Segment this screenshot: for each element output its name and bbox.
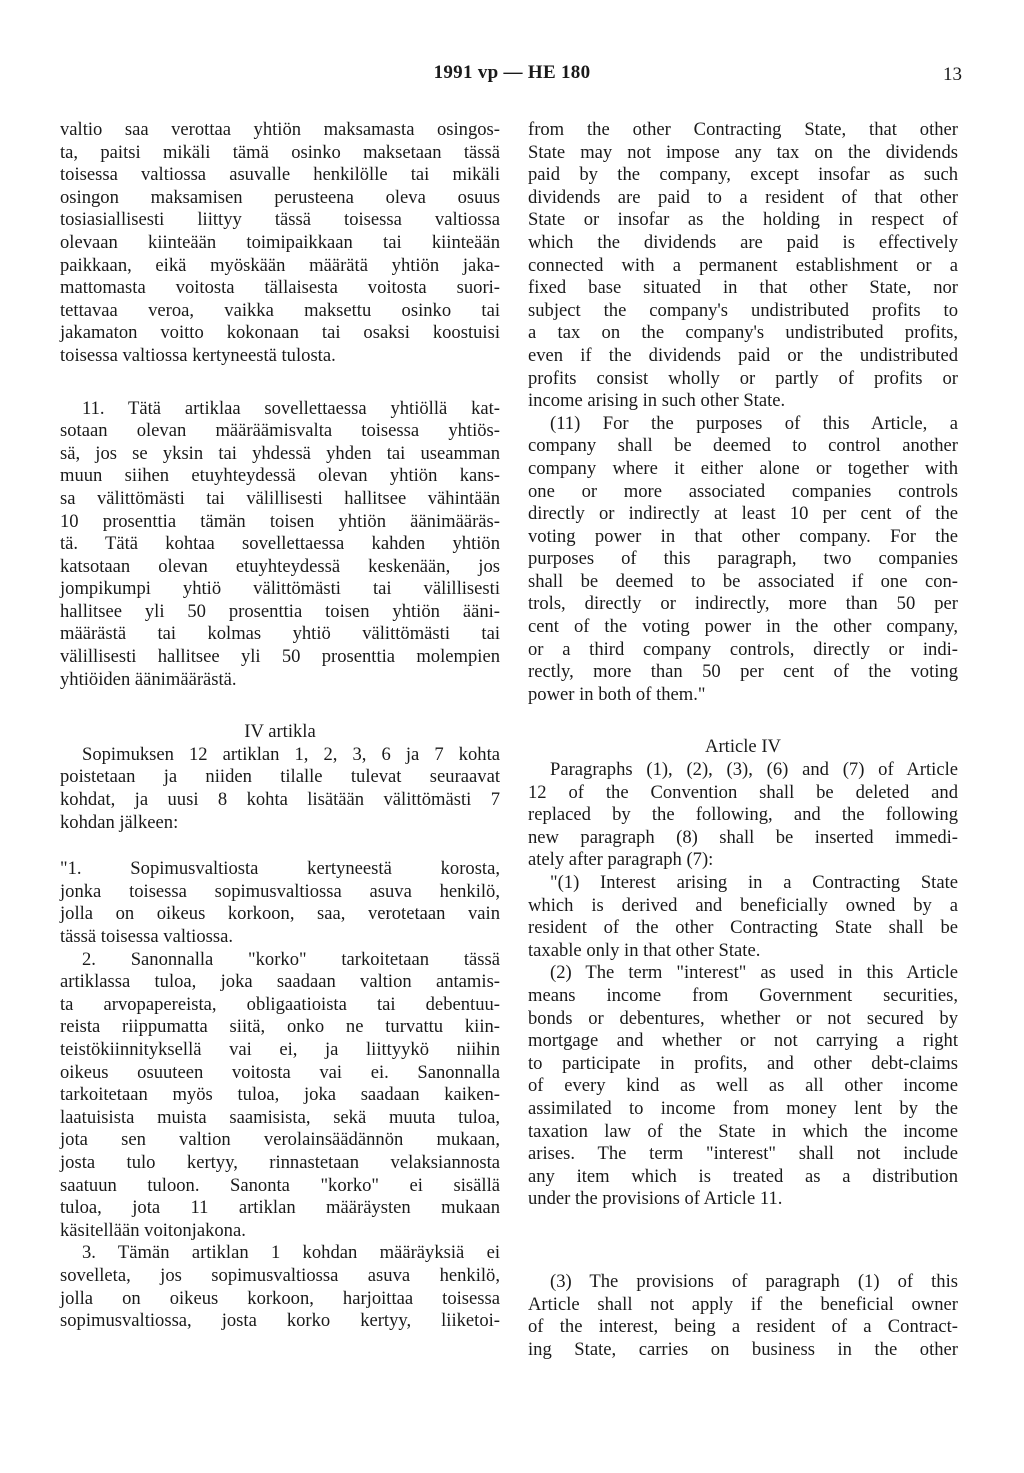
en-text-line: trols, directly or indirectly, more than 50 per — [528, 593, 958, 615]
fi-spacer — [60, 691, 500, 721]
fi-text-line: ta, paitsi mikäli tämä osinko maksetaan tässä — [60, 141, 500, 163]
en-text-line: replaced by the following, and the following — [528, 804, 958, 826]
fi-text-line: Sopimuksen 12 artiklan 1, 2, 3, 6 ja 7 kohta — [82, 743, 500, 765]
en-spacer — [528, 1241, 958, 1271]
fi-text-line: 3. Tämän artiklan 1 kohdan määräyksiä ei — [82, 1242, 500, 1264]
en-text-line: even if the dividends paid or the undistributed — [528, 344, 958, 366]
en-text-line: Article shall not apply if the beneficial owner — [528, 1293, 958, 1315]
en-text-line: one or more associated companies controls — [528, 480, 958, 502]
en-text-line: directly or indirectly at least 10 per cent of the — [528, 503, 958, 525]
fi-text-line: toisessa valtiossa kertyneestä tulosta. — [60, 344, 336, 366]
en-text-line: a tax on the company's undistributed profits, — [528, 322, 958, 344]
fi-text-line: poistetaan ja niiden tilalle tulevat seuraavat — [60, 766, 500, 788]
en-text-line: 12 of the Convention shall be deleted and — [528, 781, 958, 803]
fi-text-line: olevaan kiinteään toimipaikkaan tai kiinteään — [60, 231, 500, 253]
en-text-line: voting power in that other company. For the — [528, 525, 958, 547]
en-text-line: State or insofar as the holding in respect of — [528, 209, 958, 231]
fi-text-line: "1. Sopimusvaltiosta kertyneestä korosta, — [60, 858, 500, 880]
fi-text-line: saatuun tuloon. Sanonta "korko" ei sisällä — [60, 1174, 500, 1196]
fi-text-line: 2. Sanonnalla "korko" tarkoitetaan tässä — [82, 948, 500, 970]
fi-text-line: artiklassa tuloa, joka saadaan valtion antamis- — [60, 971, 500, 993]
fi-text-line: toisessa valtiossa asuvalle henkilölle tai mikäli — [60, 164, 500, 186]
en-text-line: State may not impose any tax on the dividends — [528, 141, 958, 163]
fi-text-line: jompikumpi yhtiö välittömästi tai välillisesti — [60, 578, 500, 600]
fi-text-line: sovelleta, jos sopimusvaltiossa asuva henkilö, — [60, 1264, 500, 1286]
fi-spacer — [60, 368, 500, 398]
fi-text-line: laatuisista muista saamisista, sekä muuta tuloa, — [60, 1106, 500, 1128]
finnish-text-column — [60, 119, 500, 1333]
en-text-line: of the interest, being a resident of a Contract- — [528, 1316, 958, 1338]
en-text-line: new paragraph (8) shall be inserted immedi- — [528, 826, 958, 848]
fi-text-line: tettavaa veroa, vaikka maksettu osinko tai — [60, 299, 500, 321]
fi-text-line: jakamaton voitto kokonaan tai osaksi koostuisi — [60, 322, 500, 344]
fi-text-line: jolla on oikeus korkoon, harjoittaa toisessa — [60, 1287, 500, 1309]
en-text-line: company where it either alone or together with — [528, 457, 958, 479]
fi-text-line: 10 prosenttia tämän toisen yhtiön äänimääräs- — [60, 510, 500, 532]
fi-text-line: määrästä tai kolmas yhtiö välittömästi tai — [60, 623, 500, 645]
fi-text-line: muun siihen etuyhteydessä olevan yhtiön kans- — [60, 465, 500, 487]
fi-text-line: oikeus osuuteen voitosta vai ei. Sanonnalla — [60, 1061, 500, 1083]
en-text-line: ing State, carries on business in the other — [528, 1338, 958, 1360]
fi-text-line: tosiasiallisesti liittyy tässä toisessa valtiossa — [60, 209, 500, 231]
fi-text-line: jonka toisessa sopimusvaltiossa asuva henkilö, — [60, 880, 500, 902]
fi-text-line: teistökiinnityksellä vai ei, ja liittyykö niihin — [60, 1038, 500, 1060]
en-text-line: purposes of this paragraph, two companies — [528, 548, 958, 570]
fi-text-line: jolla on oikeus korkoon, saa, verotetaan vain — [60, 903, 500, 925]
en-text-line: income arising in such other State. — [528, 390, 786, 412]
en-text-line: resident of the other Contracting State shall be — [528, 917, 958, 939]
en-text-line: (3) The provisions of paragraph (1) of this — [550, 1270, 958, 1292]
fi-text-line: ta arvopapereista, obligaatioista tai debentuu- — [60, 993, 500, 1015]
en-text-line: assimilated to income from money lent by the — [528, 1097, 958, 1119]
fi-text-line: katsotaan olevan etuyhteydessä keskenään, jos — [60, 555, 500, 577]
en-text-line: from the other Contracting State, that other — [528, 119, 958, 140]
en-text-line: mortgage and whether or not carrying a right — [528, 1030, 958, 1052]
en-text-line: power in both of them." — [528, 683, 706, 705]
fi-spacer — [60, 834, 500, 858]
en-text-line: rectly, more than 50 per cent of the voting — [528, 661, 958, 683]
en-text-line: cent of the voting power in the other company, — [528, 616, 958, 638]
fi-text-line: tuloa, jota 11 artiklan määräysten mukaan — [60, 1197, 500, 1219]
fi-article-heading: IV artikla — [244, 721, 316, 743]
fi-text-line: yhtiöiden äänimäärästä. — [60, 668, 237, 690]
en-text-line: dividends are paid to a resident of that other — [528, 186, 958, 208]
page-header — [0, 62, 1024, 92]
english-text-column — [528, 119, 958, 1361]
fi-text-line: valtio saa verottaa yhtiön maksamasta osingos- — [60, 119, 500, 140]
fi-text-line: tarkoitetaan myös tuloa, joka saadaan kaiken- — [60, 1084, 500, 1106]
en-text-line: of every kind as well as all other income — [528, 1075, 958, 1097]
en-text-line: taxation law of the State in which the income — [528, 1120, 958, 1142]
en-text-line: ately after paragraph (7): — [528, 849, 714, 871]
fi-text-line: mattomasta voitosta tällaisesta voitosta suori- — [60, 277, 500, 299]
en-text-line: Paragraphs (1), (2), (3), (6) and (7) of Article — [550, 759, 958, 781]
en-text-line: any item which is treated as a distribution — [528, 1165, 958, 1187]
en-text-line: shall be deemed to be associated if one con- — [528, 570, 958, 592]
fi-text-line: sotaan olevan määräämisvalta toisessa yhtiös- — [60, 420, 500, 442]
fi-text-line: osingon maksamisen perusteena oleva osuus — [60, 186, 500, 208]
page-number: 13 — [943, 64, 962, 85]
en-text-line: taxable only in that other State. — [528, 939, 761, 961]
fi-text-line: välillisesti hallitsee yli 50 prosenttia molempien — [60, 646, 500, 668]
en-text-line: (11) For the purposes of this Article, a — [550, 412, 958, 434]
fi-text-line: tä. Tätä kohtaa sovellettaessa kahden yhtiön — [60, 533, 500, 555]
en-text-line: (2) The term "interest" as used in this Article — [550, 962, 958, 984]
en-text-line: means income from Government securities, — [528, 984, 958, 1006]
en-text-line: which the dividends are paid is effectively — [528, 231, 958, 253]
fi-text-line: 11. Tätä artiklaa sovellettaessa yhtiöllä kat- — [82, 397, 500, 419]
fi-text-line: sopimusvaltiossa, josta korko kertyy, liiketoi- — [60, 1310, 500, 1332]
en-text-line: under the provisions of Article 11. — [528, 1188, 783, 1210]
en-text-line: which is derived and beneficially owned by a — [528, 894, 958, 916]
en-text-line: bonds or debentures, whether or not secured by — [528, 1007, 958, 1029]
en-text-line: company shall be deemed to control another — [528, 435, 958, 457]
en-spacer — [528, 1211, 958, 1241]
en-text-line: subject the company's undistributed profits to — [528, 299, 958, 321]
fi-text-line: paikkaan, eikä myöskään määrätä yhtiön jaka- — [60, 254, 500, 276]
fi-text-line: sä, jos se yksin tai yhdessä yhden tai useamman — [60, 442, 500, 464]
fi-text-line: käsitellään voitonjakona. — [60, 1219, 246, 1241]
document-reference: 1991 vp — HE 180 — [433, 62, 591, 83]
en-text-line: connected with a permanent establishment or a — [528, 254, 958, 276]
en-spacer — [528, 706, 958, 736]
en-text-line: fixed base situated in that other State, nor — [528, 277, 958, 299]
fi-text-line: reista riippumatta siitä, onko ne turvattu kiin- — [60, 1016, 500, 1038]
en-text-line: to participate in profits, and other debt-claims — [528, 1052, 958, 1074]
en-text-line: paid by the company, except insofar as such — [528, 164, 958, 186]
fi-text-line: josta tulo kertyy, rinnastetaan velaksiannosta — [60, 1151, 500, 1173]
en-text-line: "(1) Interest arising in a Contracting State — [550, 872, 958, 893]
en-article-heading: Article IV — [705, 736, 781, 758]
fi-text-line: sa välittömästi tai välillisesti hallitsee vähintään — [60, 487, 500, 509]
en-text-line: arises. The term "interest" shall not include — [528, 1143, 958, 1165]
fi-text-line: jota sen valtion verolainsäädännön mukaan, — [60, 1129, 500, 1151]
en-text-line: profits consist wholly or partly of profits or — [528, 367, 958, 389]
fi-text-line: kohdat, ja uusi 8 kohta lisätään välittömästi 7 — [60, 789, 500, 811]
fi-text-line: hallitsee yli 50 prosenttia toisen yhtiön ääni- — [60, 600, 500, 622]
fi-text-line: tässä toisessa valtiossa. — [60, 926, 233, 947]
en-text-line: or a third company controls, directly or indi- — [528, 638, 958, 660]
fi-text-line: kohdan jälkeen: — [60, 811, 179, 833]
